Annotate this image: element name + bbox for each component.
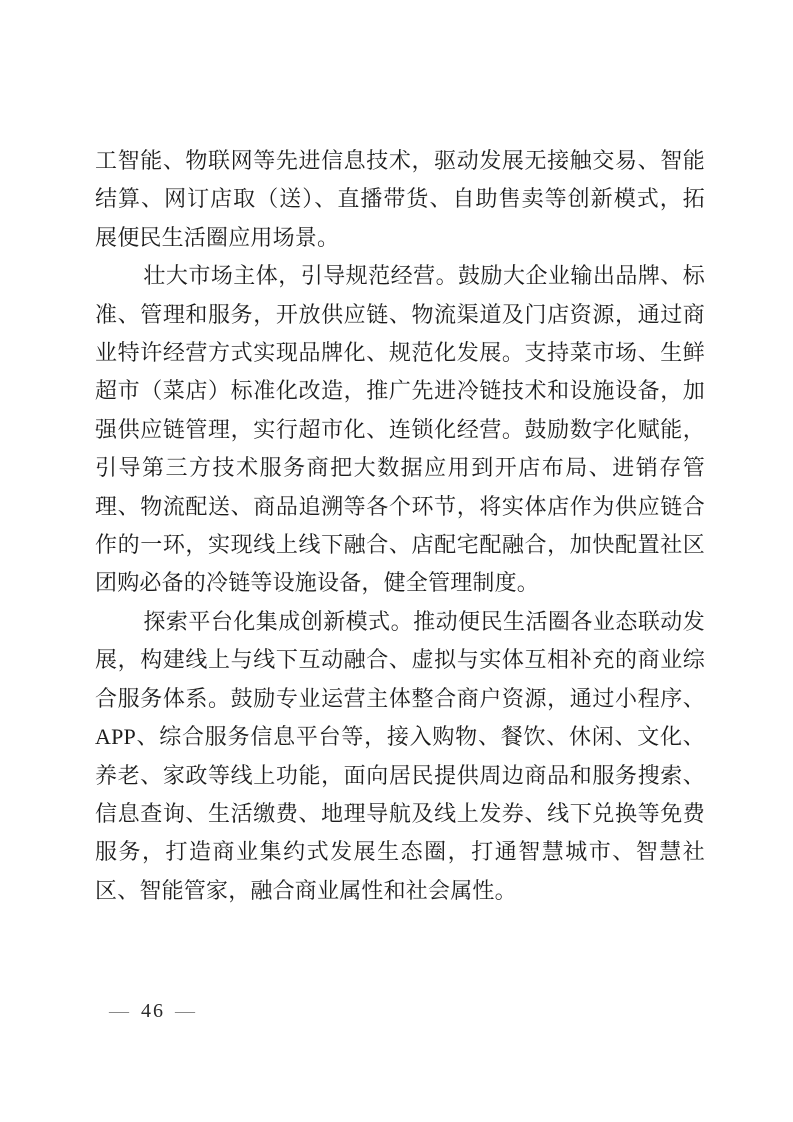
page-footer bbox=[103, 1000, 203, 1023]
paragraph-market-entities: 壮大市场主体，引导规范经营。鼓励大企业输出品牌、标准、管理和服务，开放供应链、物流渠道及门店资源，通过商业特许经营方式实现品牌化、规范化发展。支持菜市场、生鲜超市（菜店）标准化改造，推广先进冷链技术和设施设备，加强供应链管理，实行超市化、连锁化经营。鼓励数字化赋能，引导第三方技术服务商把大数据应用到开店布局、进销存管理、物流配送、商品追溯等各个环节，将实体店作为供应链合作的一环，实现线上线下融合、店配宅配融合，加快配置社区团购必备的冷链等设施设备，健全管理制度。 bbox=[95, 263, 705, 596]
page-number: 46 bbox=[141, 1000, 165, 1022]
paragraph-platform-innovation: 探索平台化集成创新模式。推动便民生活圈各业态联动发展，构建线上与线下互动融合、虚拟与实体互相补充的商业综合服务体系。鼓励专业运营主体整合商户资源，通过小程序、APP、综合服务信息平台等，接入购物、餐饮、休闲、文化、养老、家政等线上功能，面向居民提供周边商品和服务搜索、信息查询、生活缴费、地理导航及线上发券、线下兑换等免费服务，打造商业集约式发展生态圈，打通智慧城市、智慧社区、智能管家，融合商业属性和社会属性。 bbox=[95, 608, 705, 903]
paragraph-continuation: 工智能、物联网等先进信息技术，驱动发展无接触交易、智能结算、网订店取（送）、直播带货、自助售卖等创新模式，拓展便民生活圈应用场景。 bbox=[95, 148, 705, 250]
text-body bbox=[95, 142, 705, 910]
footer-dash-left: — bbox=[109, 1000, 131, 1022]
footer-dash-right: — bbox=[175, 1000, 197, 1022]
